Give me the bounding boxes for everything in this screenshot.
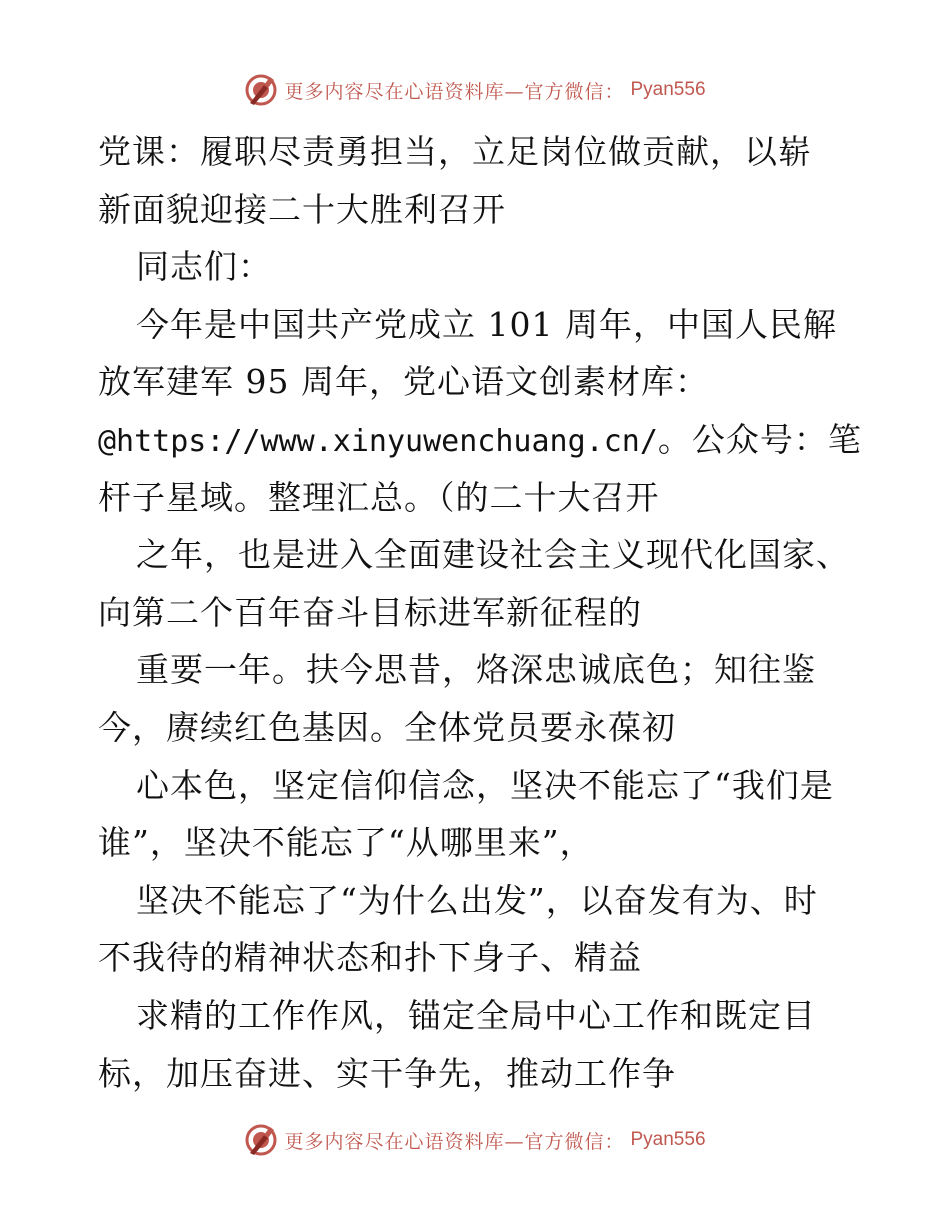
paragraph-line: 向第二个百年奋斗目标进军新征程的 xyxy=(98,592,642,632)
header-wechat-id: Pyan556 xyxy=(630,79,706,100)
red-pen-circle-icon xyxy=(244,73,278,107)
paragraph-line: 标，加压奋进、实干争先，推动工作争 xyxy=(98,1053,676,1093)
footer-watermark xyxy=(0,1120,950,1160)
red-pen-circle-icon xyxy=(244,1123,278,1157)
paragraph-line: 今年是中国共产党成立 101 周年，中国人民解 xyxy=(136,304,837,344)
document-body xyxy=(98,123,862,1102)
paragraph-line: 今，赓续红色基因。全体党员要永葆初 xyxy=(98,707,676,747)
paragraph-line: 求精的工作作风，锚定全局中心工作和既定目 xyxy=(136,995,816,1035)
paragraph-line: 心本色，坚定信仰信念，坚决不能忘了“我们是 xyxy=(136,765,834,805)
salutation: 同志们： xyxy=(136,247,272,287)
title-line-2: 新面貌迎接二十大胜利召开 xyxy=(98,189,506,229)
paragraph-line: 放军建军 95 周年，党心语文创素材库： xyxy=(98,362,709,402)
footer-wechat-id: Pyan556 xyxy=(630,1129,706,1150)
header-watermark xyxy=(0,70,950,110)
paragraph-line: 重要一年。扶今思昔，烙深忠诚底色；知往鉴 xyxy=(136,650,816,690)
title-line-1: 党课：履职尽责勇担当，立足岗位做贡献，以崭 xyxy=(98,132,812,171)
paragraph-line: 坚决不能忘了“为什么出发”，以奋发有为、时 xyxy=(136,880,818,920)
url-suffix: 。公众号：笔 xyxy=(657,419,862,459)
header-text: 更多内容尽在心语资料库—官方微信： xyxy=(284,80,625,103)
paragraph-line: 不我待的精神状态和扑下身子、精益 xyxy=(98,938,642,978)
website-url: @https://www.xinyuwenchuang.cn/ xyxy=(98,423,658,459)
footer-text: 更多内容尽在心语资料库—官方微信： xyxy=(284,1130,625,1153)
paragraph-line: 谁”，坚决不能忘了“从哪里来”， xyxy=(98,823,594,863)
paragraph-line: 之年，也是进入全面建设社会主义现代化国家、 xyxy=(136,535,850,575)
paragraph-line-url xyxy=(98,411,862,469)
paragraph-line: 杆子星域。整理汇总。（的二十大召开 xyxy=(98,477,660,517)
